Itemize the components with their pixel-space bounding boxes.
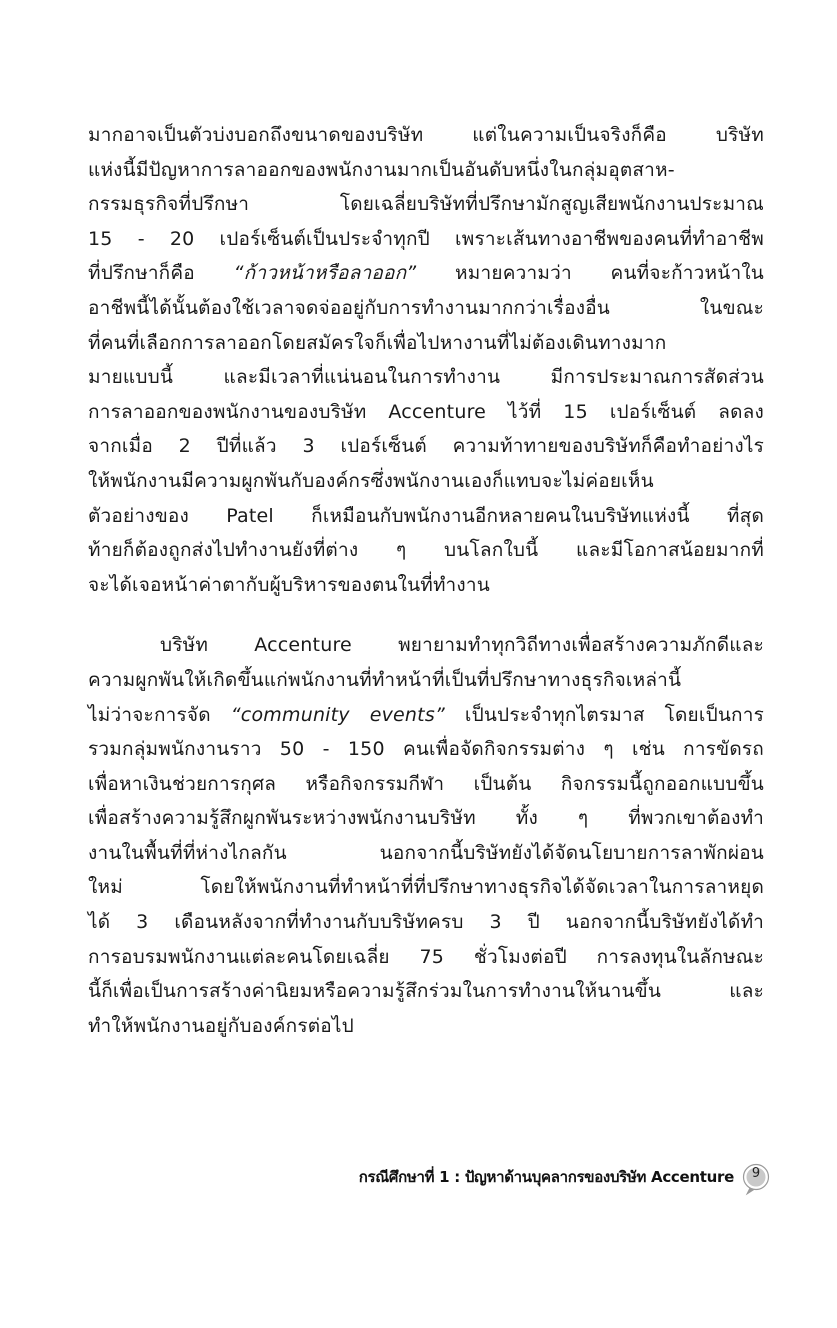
paragraph-1 <box>88 118 764 602</box>
text-line: กรรมธุรกิจที่ปรึกษา โดยเฉลี่ยบริษัทที่ปรึกษามักสูญเสียพนักงานประมาณ <box>88 193 764 216</box>
quoted-phrase: “community events” <box>230 703 445 726</box>
text-line: แห่งนี้มีปัญหาการลาออกของพนักงานมากเป็นอันดับหนึ่งในกลุ่มอุตสาห- <box>88 158 675 181</box>
paragraph-2 <box>88 628 764 1043</box>
page-number: 9 <box>751 1166 761 1181</box>
text-line: ตัวอย่างของ Patel ก็เหมือนกับพนักงานอีกหลายคนในบริษัทแห่งนี้ ที่สุด <box>88 504 764 527</box>
text-line-with-quote <box>88 256 764 291</box>
text-segment: ไม่ว่าจะการจัด <box>88 703 231 726</box>
text-line: ได้ 3 เดือนหลังจากที่ทำงานกับบริษัทครบ 3 ปี นอกจากนี้บริษัทยังได้ทำ <box>88 911 764 934</box>
page-footer <box>330 1160 770 1194</box>
text-line: ทำให้พนักงานอยู่กับองค์กรต่อไป <box>88 1014 354 1037</box>
text-line: ท้ายก็ต้องถูกส่งไปทำงานยังที่ต่าง ๆ บนโลกใบนี้ และมีโอกาสน้อยมากที่ <box>88 539 764 562</box>
text-segment: ที่ปรึกษาก็คือ <box>88 262 234 285</box>
text-line: จากเมื่อ 2 ปีที่แล้ว 3 เปอร์เซ็นต์ ความท้าทายของบริษัทก็คือทำอย่างไร <box>88 435 764 458</box>
text-line: ความผูกพันให้เกิดขึ้นแก่พนักงานที่ทำหน้าที่เป็นที่ปรึกษาทางธุรกิจเหล่านี้ <box>88 668 682 691</box>
text-segment: เป็นประจำทุกไตรมาส โดยเป็นการ <box>444 703 765 726</box>
text-line: รวมกลุ่มพนักงานราว 50 - 150 คนเพื่อจัดกิจกรรมต่าง ๆ เช่น การขัดรถ <box>88 738 764 761</box>
text-line: ที่คนที่เลือกการลาออกโดยสมัครใจก็เพื่อไปหางานที่ไม่ต้องเดินทางมาก <box>88 331 667 354</box>
text-line: นี้ก็เพื่อเป็นการสร้างค่านิยมหรือความรู้สึกร่วมในการทำงานให้นานขึ้น และ <box>88 980 764 1003</box>
speech-bubble-icon <box>742 1163 770 1191</box>
text-line-with-quote <box>88 698 764 733</box>
text-line: ให้พนักงานมีความผูกพันกับองค์กรซึ่งพนักงานเองก็แทบจะไม่ค่อยเห็น <box>88 469 654 492</box>
text-line: เพื่อสร้างความรู้สึกผูกพันระหว่างพนักงานบริษัท ทั้ง ๆ ที่พวกเขาต้องทำ <box>88 807 764 830</box>
text-line: การลาออกของพนักงานของบริษัท Accenture ไว้ที่ 15 เปอร์เซ็นต์ ลดลง <box>88 400 764 423</box>
text-line: บริษัท Accenture พยายามทำทุกวิถีทางเพื่อสร้างความภักดีและ <box>160 634 764 657</box>
text-line: จะได้เจอหน้าค่าตากับผู้บริหารของตนในที่ทำงาน <box>88 573 490 596</box>
text-line: อาชีพนี้ได้นั้นต้องใช้เวลาจดจ่ออยู่กับการทำงานมากกว่าเรื่องอื่น ในขณะ <box>88 296 764 319</box>
text-line: งานในพื้นที่ที่ห่างไกลกัน นอกจากนี้บริษัทยังได้จัดนโยบายการลาพักผ่อน <box>88 841 764 864</box>
text-segment: หมายความว่า คนที่จะก้าวหน้าใน <box>416 262 764 285</box>
text-line: มากอาจเป็นตัวบ่งบอกถึงขนาดของบริษัท แต่ในความเป็นจริงก็คือ บริษัท <box>88 124 764 146</box>
quoted-phrase: “ก้าวหน้าหรือลาออก” <box>233 262 417 285</box>
paragraph-spacer <box>88 602 764 628</box>
running-footer-title: กรณีศึกษาที่ 1 : ปัญหาด้านบุคลากรของบริษัท Accenture <box>358 1168 734 1186</box>
document-body <box>88 118 764 1043</box>
text-line: 15 - 20 เปอร์เซ็นต์เป็นประจำทุกปี เพราะเส้นทางอาชีพของคนที่ทำอาชีพ <box>88 227 764 250</box>
text-line: มายแบบนี้ และมีเวลาที่แน่นอนในการทำงาน มีการประมาณการสัดส่วน <box>88 366 764 389</box>
text-line: ใหม่ โดยให้พนักงานที่ทำหน้าที่ที่ปรึกษาทางธุรกิจได้จัดเวลาในการลาหยุด <box>88 876 764 899</box>
text-line: การอบรมพนักงานแต่ละคนโดยเฉลี่ย 75 ชั่วโมงต่อปี การลงทุนในลักษณะ <box>88 945 764 968</box>
text-line: เพื่อหาเงินช่วยการกุศล หรือกิจกรรมกีฬา เป็นต้น กิจกรรมนี้ถูกออกแบบขึ้น <box>88 772 764 795</box>
